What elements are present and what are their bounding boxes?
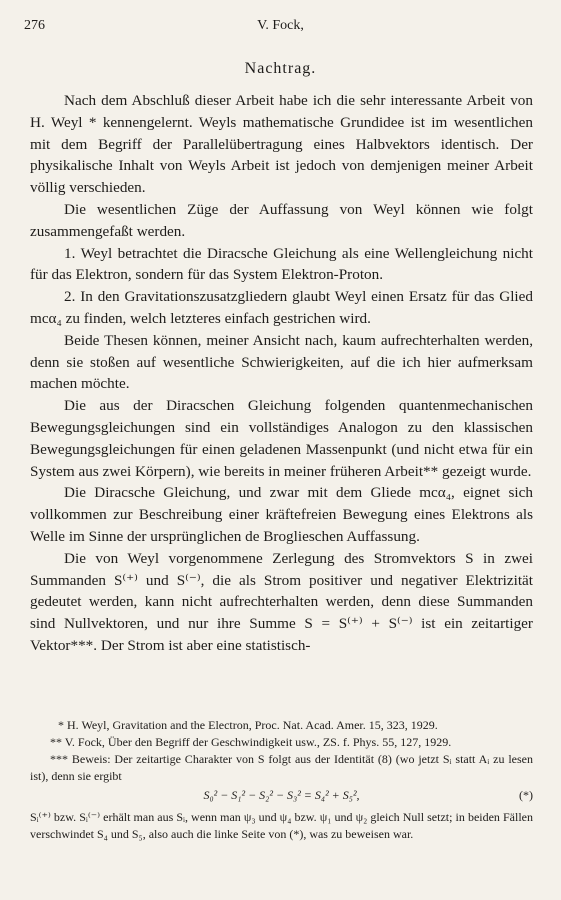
paragraph: Die aus der Diracschen Gleichung folgenden quantenmechanischen Bewegungsgleichungen sind ein vollständiges Analogon zu den klassischen Bewegungsgleichungen für einen geladenen Massenpunkt (und nicht etwa für ein System aus zwei Körpern), wie bereits in meiner früheren Arbeit** gezeigt wurde. [30, 397, 533, 480]
paragraph: Beide Thesen können, meiner Ansicht nach, kaum aufrechterhalten werden, denn sie stoßen auf wesentliche Schwierigkeiten, auf die ich hier aufmerksam machen möchte. [30, 331, 533, 393]
page-header [24, 18, 537, 40]
footnotes [30, 717, 533, 843]
equation: S₀² − S₁² − S₂² − S₃² = S₄² + S₅², [203, 788, 360, 802]
footnote-weyl: * H. Weyl, Gravitation and the Electron, Proc. Nat. Acad. Amer. 15, 323, 1929. [58, 718, 438, 732]
footnote-proof: *** Beweis: Der zeitartige Charakter von S folgt aus der Identität (8) (wo jetzt Sᵢ statt Aᵢ zu lesen ist), denn sie ergibt [30, 752, 533, 783]
footnote-proof-continued: Sᵢ⁽⁺⁾ bzw. Sᵢ⁽⁻⁾ erhält man aus Sᵢ, wenn man ψ₃ und ψ₄ bzw. ψ₁ und ψ₂ gleich Null setzt; in beiden Fällen verschwindet S₄ und S₅, also auch die linke Seite von (*), was zu beweisen war. [30, 810, 533, 841]
paragraph: 1. Weyl betrachtet die Diracsche Gleichung als eine Wellengleichung nicht für das Elektron, sondern für das System Elektron-Proton. [30, 244, 533, 284]
equation-block [30, 787, 533, 807]
paragraph: Die von Weyl vorgenommene Zerlegung des Stromvektors S in zwei Summanden S⁽⁺⁾ und S⁽⁻⁾, die als Strom positiver und negativer Elektrizität gedeutet werden, kann nicht aufrechterhalten werden, denn diese Summanden sind Nullvektoren, und nur ihre Summe S = S⁽⁺⁾ + S⁽⁻⁾ ist ein zeitartiger Vektor***. Der Strom ist aber eine statistisch- [30, 549, 533, 654]
body-text [30, 90, 533, 657]
footnote-fock: ** V. Fock, Über den Begriff der Geschwindigkeit usw., ZS. f. Phys. 55, 127, 1929. [50, 735, 452, 749]
paragraph: Die Diracsche Gleichung, und zwar mit dem Gliede mcα₄, eignet sich vollkommen zur Beschreibung einer kräftefreien Bewegung eines Elektrons als Welle im Sinne der ursprünglichen de Broglieschen Auffassung. [30, 484, 533, 545]
paragraph: Nach dem Abschluß dieser Arbeit habe ich die sehr interessante Arbeit von H. Weyl * kennengelernt. Weyls mathematische Grundidee ist im wesentlichen mit dem Begriff der Parallelübertragung eines Halbvektors identisch. Der physikalische Inhalt von Weyls Arbeit ist jedoch von demjenigen meiner Arbeit völlig verschieden. [30, 92, 533, 197]
running-title: V. Fock, [257, 18, 304, 33]
paragraph: Die wesentlichen Züge der Auffassung von Weyl können wie folgt zusammengefaßt werden. [30, 200, 533, 240]
page-number: 276 [24, 18, 45, 33]
paragraph: 2. In den Gravitationszusatzgliedern glaubt Weyl einen Ersatz für das Glied mcα₄ zu finden, welch letzteres einfach gestrichen wird. [30, 288, 533, 327]
equation-tag: (*) [519, 788, 533, 802]
section-title: Nachtrag. [244, 60, 317, 77]
